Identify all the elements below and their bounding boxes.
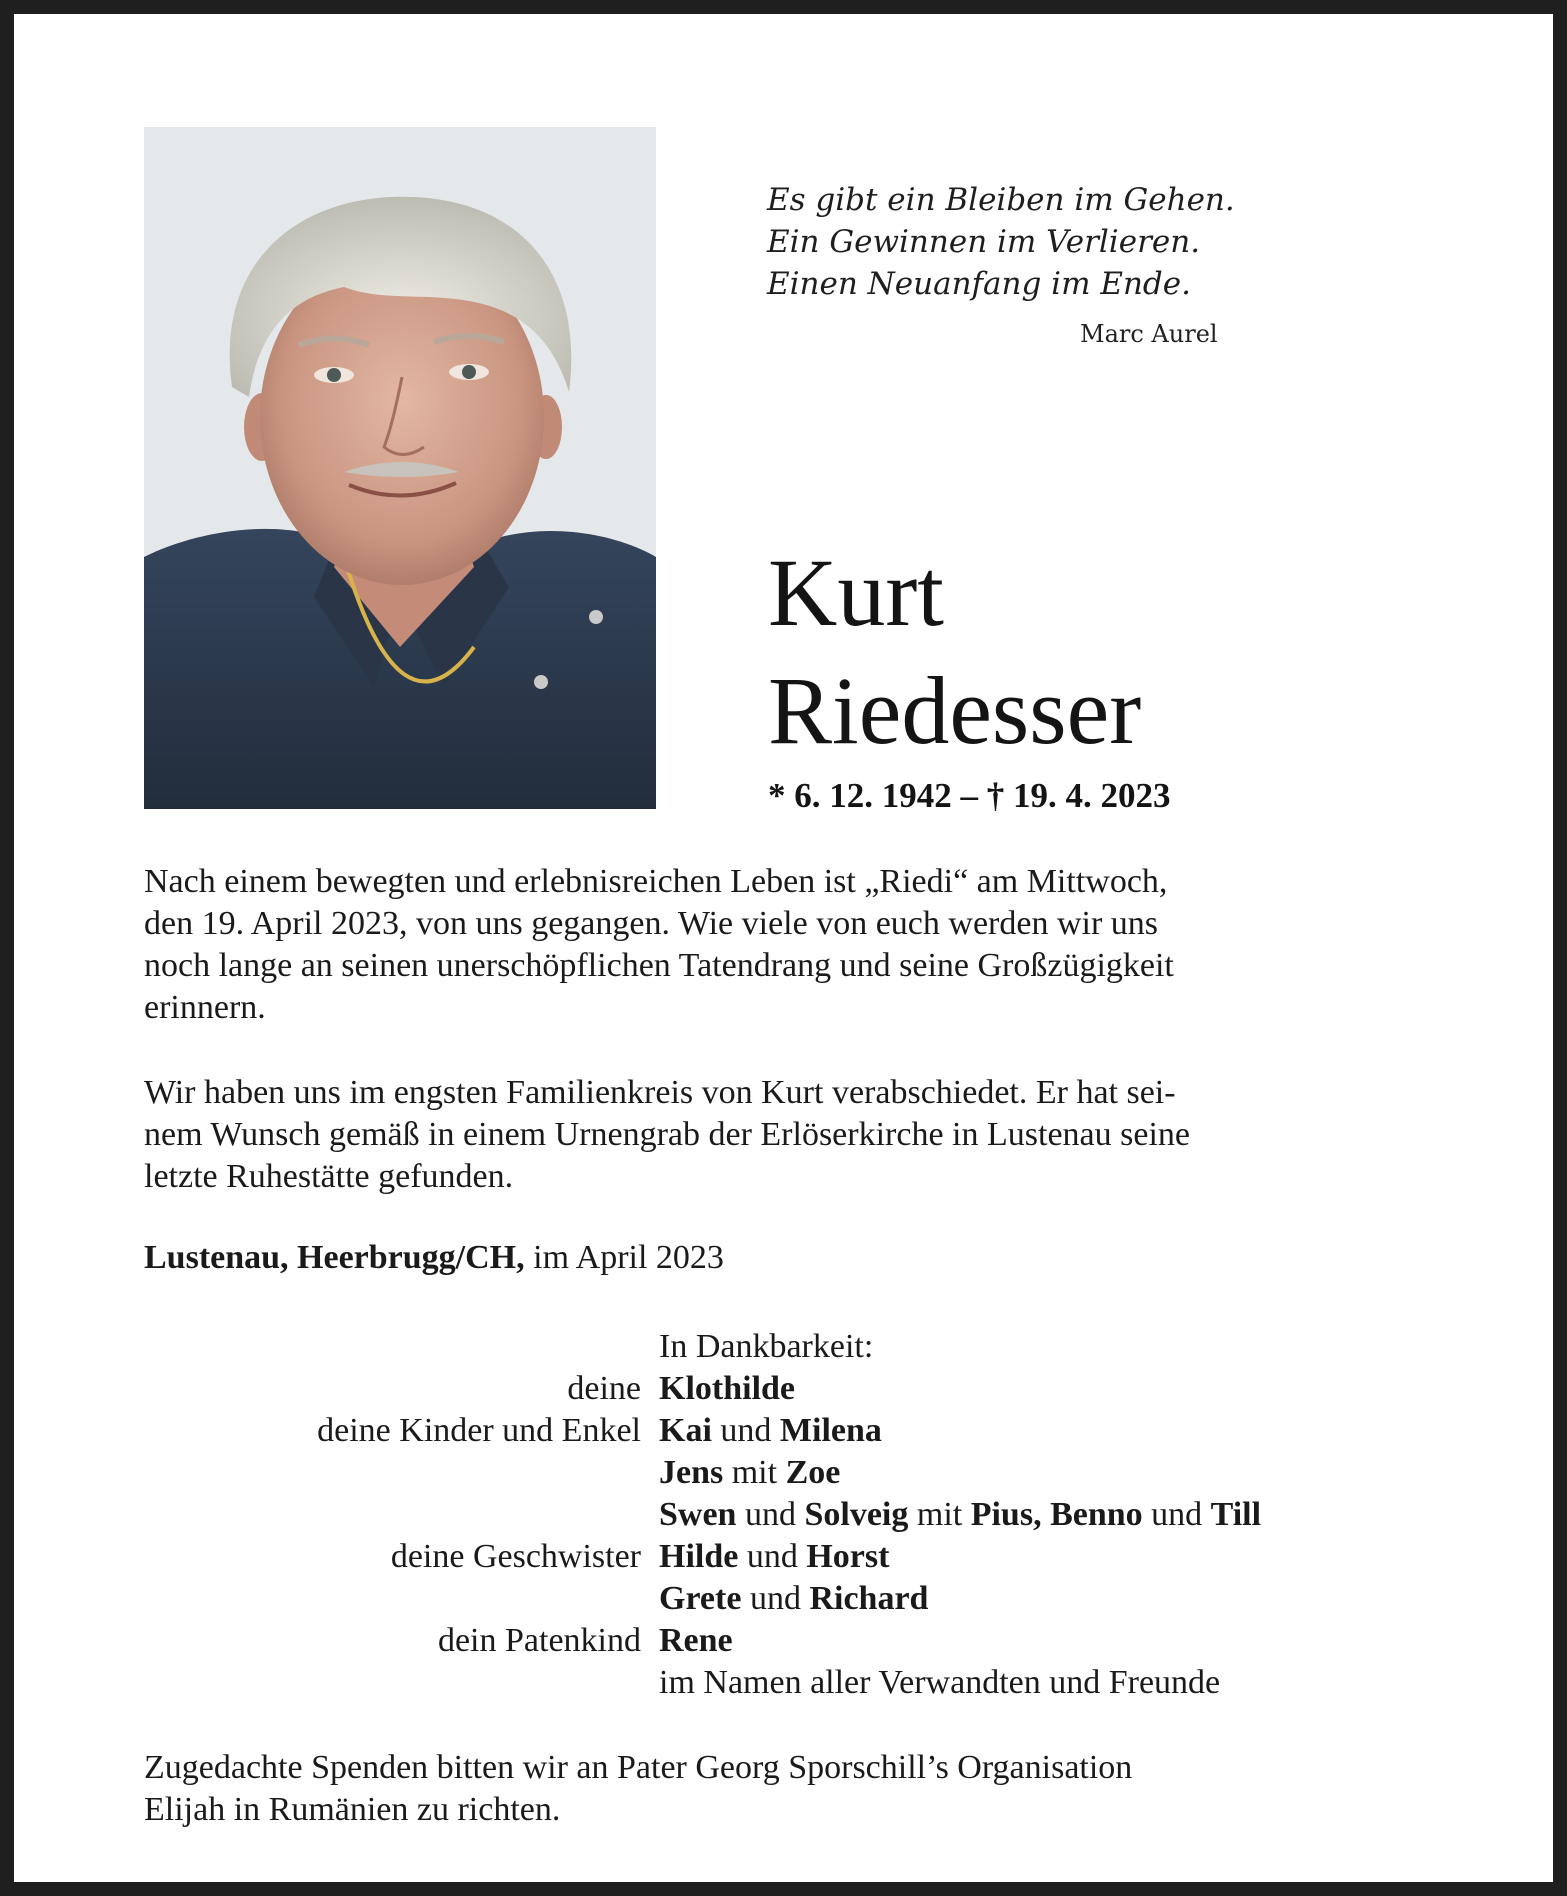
deceased-name bbox=[768, 534, 1141, 770]
signature-relation: deine Geschwister bbox=[390, 1538, 641, 1575]
paragraph-farewell bbox=[144, 1072, 1451, 1198]
signature-relation bbox=[144, 1578, 659, 1620]
place-date bbox=[144, 1239, 724, 1277]
signature-connector: und bbox=[741, 1580, 810, 1617]
signature-names bbox=[659, 1368, 795, 1410]
paragraph-donations bbox=[144, 1747, 1451, 1831]
signature-relation bbox=[144, 1494, 659, 1536]
text-line: den 19. April 2023, von uns gegangen. Wie viele von euch werden wir uns bbox=[144, 905, 1159, 942]
signature-name: Grete bbox=[659, 1580, 742, 1617]
last-name: Riedesser bbox=[768, 657, 1142, 764]
signature-name: Kai bbox=[659, 1412, 712, 1449]
quote-author: Marc Aurel bbox=[1080, 320, 1218, 348]
portrait-photo bbox=[144, 127, 656, 809]
text-line: erinnern. bbox=[144, 989, 266, 1026]
signature-names bbox=[659, 1494, 1261, 1536]
signature-intro-row bbox=[144, 1326, 1451, 1368]
signature-name: Rene bbox=[659, 1622, 733, 1659]
quote-line: Es gibt ein Bleiben im Gehen. bbox=[767, 182, 1235, 218]
first-name: Kurt bbox=[768, 539, 944, 646]
signature-connector: und bbox=[738, 1538, 807, 1575]
signature-relation: deine bbox=[567, 1370, 641, 1407]
signature-relation: deine Kinder und Enkel bbox=[317, 1412, 641, 1449]
signature-names bbox=[659, 1578, 928, 1620]
signature-name: Richard bbox=[809, 1580, 929, 1617]
text-line: noch lange an seinen unerschöpflichen Tatendrang und seine Großzügigkeit bbox=[144, 947, 1174, 984]
signature-name: Hilde bbox=[659, 1538, 739, 1575]
signature-names bbox=[659, 1536, 889, 1578]
signature-connector: im Namen aller Verwandten und Freunde bbox=[659, 1664, 1221, 1701]
signature-name: Klothilde bbox=[659, 1370, 796, 1407]
place-month: im April 2023 bbox=[524, 1239, 724, 1276]
life-dates: * 6. 12. 1942 – † 19. 4. 2023 bbox=[768, 776, 1171, 815]
text-line: Nach einem bewegten und erlebnisreichen Leben ist „Riedi“ am Mittwoch, bbox=[144, 863, 1168, 900]
signature-names bbox=[659, 1620, 733, 1662]
signature-name: Jens bbox=[659, 1454, 724, 1491]
signature-intro: In Dankbarkeit: bbox=[659, 1328, 874, 1365]
signature-names bbox=[659, 1410, 882, 1452]
signature-name: Zoe bbox=[785, 1454, 841, 1491]
text-line: nem Wunsch gemäß in einem Urnengrab der Erlöserkirche in Lustenau seine bbox=[144, 1116, 1190, 1153]
paragraph-life bbox=[144, 861, 1451, 1029]
signature-names bbox=[659, 1662, 1220, 1704]
signature-name: Till bbox=[1210, 1496, 1262, 1533]
signature-connector: und bbox=[736, 1496, 805, 1533]
signature-row bbox=[144, 1452, 1451, 1494]
signature-connector: und bbox=[711, 1412, 780, 1449]
text-line: Wir haben uns im engsten Familienkreis von Kurt verabschiedet. Er hat sei- bbox=[144, 1074, 1176, 1111]
signature-row bbox=[144, 1368, 1451, 1410]
signature-row bbox=[144, 1578, 1451, 1620]
signature-relation: dein Patenkind bbox=[437, 1622, 641, 1659]
signature-names bbox=[659, 1452, 840, 1494]
place-names: Lustenau, Heerbrugg/CH, bbox=[144, 1239, 525, 1276]
quote bbox=[767, 179, 1235, 305]
text-line: Zugedachte Spenden bitten wir an Pater Georg Sporschill’s Organisation bbox=[144, 1749, 1133, 1786]
signature-row bbox=[144, 1410, 1451, 1452]
signature-name: Milena bbox=[779, 1412, 882, 1449]
signatures bbox=[144, 1326, 1451, 1704]
signature-connector: mit bbox=[723, 1454, 786, 1491]
signature-connector: mit bbox=[908, 1496, 971, 1533]
signature-name: Pius, Benno bbox=[970, 1496, 1143, 1533]
quote-line: Ein Gewinnen im Verlieren. bbox=[767, 224, 1201, 260]
signature-name: Swen bbox=[659, 1496, 737, 1533]
signature-name: Solveig bbox=[804, 1496, 909, 1533]
signature-row bbox=[144, 1536, 1451, 1578]
signature-relation bbox=[144, 1662, 659, 1704]
quote-line: Einen Neuanfang im Ende. bbox=[767, 266, 1191, 302]
signature-relation bbox=[144, 1452, 659, 1494]
signature-row bbox=[144, 1494, 1451, 1536]
portrait-illustration bbox=[144, 127, 656, 809]
signature-row bbox=[144, 1620, 1451, 1662]
text-line: letzte Ruhestätte gefunden. bbox=[144, 1158, 514, 1195]
signature-row bbox=[144, 1662, 1451, 1704]
signature-connector: und bbox=[1142, 1496, 1211, 1533]
signature-name: Horst bbox=[806, 1538, 890, 1575]
text-line: Elijah in Rumänien zu richten. bbox=[144, 1791, 561, 1828]
